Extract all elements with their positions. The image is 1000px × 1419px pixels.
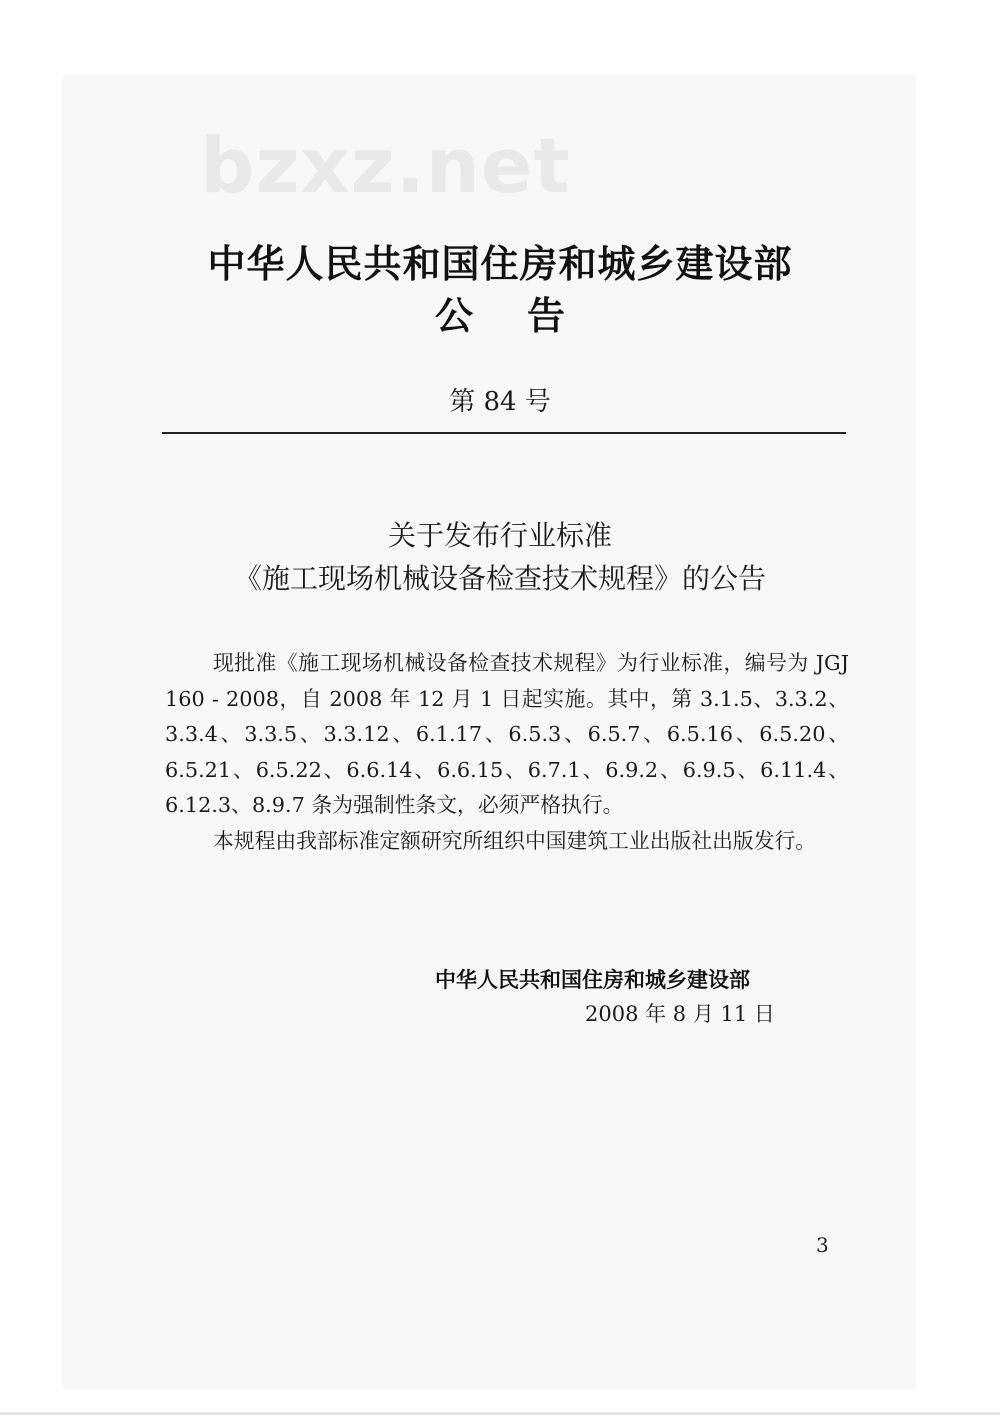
ministry-title: 中华人民共和国住房和城乡建设部 bbox=[207, 242, 793, 286]
announcement-body bbox=[165, 646, 849, 859]
signature-organization: 中华人民共和国住房和城乡建设部 bbox=[435, 968, 750, 992]
body-paragraph-1: 现批准《施工现场机械设备检查技术规程》为行业标准，编号为 JGJ 160 - 2008，自 2008 年 12 月 1 日起实施。其中，第 3.1.5、3.3.2、3.3.4、3.3.5、3.3.12、6.1.17、6.5.3、6.5.7、6.5.16、6.5.20、6.5.21、6.5.22、6.6.14、6.6.15、6.7.1、6.9.2、6.9.5、6.11.4、6.12.3、8.9.7 条为强制性条文，必须严格执行。 bbox=[165, 651, 849, 817]
body-paragraph-2: 本规程由我部标准定额研究所组织中国建筑工业出版社出版发行。 bbox=[213, 828, 817, 853]
watermark: bzxz.net bbox=[200, 121, 571, 210]
issue-number: 第 84 号 bbox=[449, 387, 551, 417]
signature-date: 2008 年 8 月 11 日 bbox=[585, 1002, 775, 1026]
page-number: 3 bbox=[816, 1233, 829, 1257]
notice-title: 公告 bbox=[434, 294, 619, 338]
bottom-border bbox=[0, 1412, 1000, 1415]
subject-line-2: 《施工现场机械设备检查技术规程》的公告 bbox=[233, 562, 766, 595]
subject-line-1: 关于发布行业标准 bbox=[387, 519, 612, 552]
divider-line bbox=[162, 432, 846, 434]
